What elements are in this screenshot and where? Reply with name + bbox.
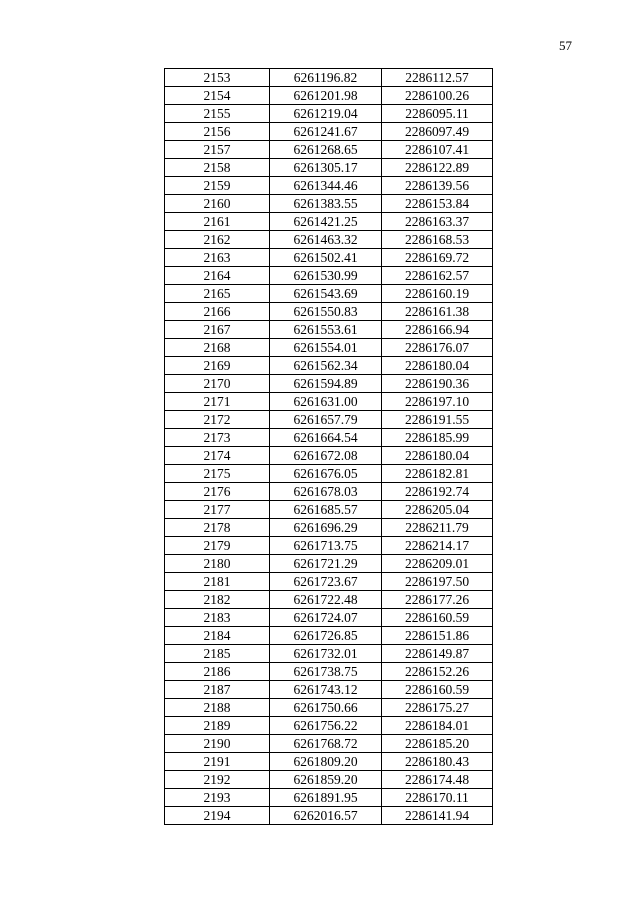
y-coordinate-cell: 2286122.89 <box>382 159 493 177</box>
x-coordinate-cell: 6261631.00 <box>270 393 382 411</box>
y-coordinate-cell: 2286174.48 <box>382 771 493 789</box>
table-row <box>165 249 493 267</box>
y-coordinate-cell: 2286112.57 <box>382 69 493 87</box>
x-coordinate-cell: 6261502.41 <box>270 249 382 267</box>
y-coordinate-cell: 2286185.20 <box>382 735 493 753</box>
point-number-cell: 2183 <box>165 609 270 627</box>
x-coordinate-cell: 6261550.83 <box>270 303 382 321</box>
x-coordinate-cell: 6261696.29 <box>270 519 382 537</box>
x-coordinate-cell: 6261756.22 <box>270 717 382 735</box>
table-row <box>165 501 493 519</box>
y-coordinate-cell: 2286107.41 <box>382 141 493 159</box>
x-coordinate-cell: 6261344.46 <box>270 177 382 195</box>
table-row <box>165 537 493 555</box>
y-coordinate-cell: 2286141.94 <box>382 807 493 825</box>
point-number-cell: 2158 <box>165 159 270 177</box>
point-number-cell: 2168 <box>165 339 270 357</box>
y-coordinate-cell: 2286209.01 <box>382 555 493 573</box>
table-row <box>165 519 493 537</box>
table-row <box>165 69 493 87</box>
point-number-cell: 2186 <box>165 663 270 681</box>
table-row <box>165 465 493 483</box>
point-number-cell: 2162 <box>165 231 270 249</box>
x-coordinate-cell: 6261724.07 <box>270 609 382 627</box>
table-row <box>165 267 493 285</box>
point-number-cell: 2189 <box>165 717 270 735</box>
table-row <box>165 681 493 699</box>
point-number-cell: 2155 <box>165 105 270 123</box>
y-coordinate-cell: 2286160.19 <box>382 285 493 303</box>
x-coordinate-cell: 6261383.55 <box>270 195 382 213</box>
point-number-cell: 2172 <box>165 411 270 429</box>
point-number-cell: 2184 <box>165 627 270 645</box>
x-coordinate-cell: 6261738.75 <box>270 663 382 681</box>
x-coordinate-cell: 6261809.20 <box>270 753 382 771</box>
coordinates-table <box>164 68 493 825</box>
x-coordinate-cell: 6261201.98 <box>270 87 382 105</box>
x-coordinate-cell: 6261743.12 <box>270 681 382 699</box>
y-coordinate-cell: 2286095.11 <box>382 105 493 123</box>
point-number-cell: 2176 <box>165 483 270 501</box>
table-row <box>165 753 493 771</box>
point-number-cell: 2179 <box>165 537 270 555</box>
y-coordinate-cell: 2286161.38 <box>382 303 493 321</box>
x-coordinate-cell: 6261657.79 <box>270 411 382 429</box>
x-coordinate-cell: 6261562.34 <box>270 357 382 375</box>
point-number-cell: 2185 <box>165 645 270 663</box>
table-row <box>165 645 493 663</box>
table-row <box>165 447 493 465</box>
point-number-cell: 2177 <box>165 501 270 519</box>
y-coordinate-cell: 2286168.53 <box>382 231 493 249</box>
y-coordinate-cell: 2286160.59 <box>382 681 493 699</box>
point-number-cell: 2164 <box>165 267 270 285</box>
table-row <box>165 321 493 339</box>
page-number: 57 <box>559 38 572 53</box>
x-coordinate-cell: 6261723.67 <box>270 573 382 591</box>
y-coordinate-cell: 2286170.11 <box>382 789 493 807</box>
y-coordinate-cell: 2286166.94 <box>382 321 493 339</box>
table-row <box>165 393 493 411</box>
table-row <box>165 591 493 609</box>
point-number-cell: 2173 <box>165 429 270 447</box>
point-number-cell: 2159 <box>165 177 270 195</box>
x-coordinate-cell: 6261553.61 <box>270 321 382 339</box>
table-row <box>165 429 493 447</box>
y-coordinate-cell: 2286175.27 <box>382 699 493 717</box>
y-coordinate-cell: 2286151.86 <box>382 627 493 645</box>
table-row <box>165 627 493 645</box>
y-coordinate-cell: 2286097.49 <box>382 123 493 141</box>
y-coordinate-cell: 2286214.17 <box>382 537 493 555</box>
y-coordinate-cell: 2286180.04 <box>382 357 493 375</box>
point-number-cell: 2153 <box>165 69 270 87</box>
table-row <box>165 375 493 393</box>
x-coordinate-cell: 6261732.01 <box>270 645 382 663</box>
table-row <box>165 123 493 141</box>
x-coordinate-cell: 6261672.08 <box>270 447 382 465</box>
table-row <box>165 213 493 231</box>
coordinates-table-body <box>165 69 493 825</box>
y-coordinate-cell: 2286180.43 <box>382 753 493 771</box>
point-number-cell: 2169 <box>165 357 270 375</box>
y-coordinate-cell: 2286180.04 <box>382 447 493 465</box>
table-row <box>165 483 493 501</box>
table-row <box>165 357 493 375</box>
table-row <box>165 807 493 825</box>
y-coordinate-cell: 2286152.26 <box>382 663 493 681</box>
y-coordinate-cell: 2286205.04 <box>382 501 493 519</box>
table-row <box>165 735 493 753</box>
table-row <box>165 573 493 591</box>
x-coordinate-cell: 6261219.04 <box>270 105 382 123</box>
table-row <box>165 555 493 573</box>
table-row <box>165 285 493 303</box>
x-coordinate-cell: 6261721.29 <box>270 555 382 573</box>
point-number-cell: 2171 <box>165 393 270 411</box>
y-coordinate-cell: 2286153.84 <box>382 195 493 213</box>
table-row <box>165 609 493 627</box>
table-row <box>165 195 493 213</box>
y-coordinate-cell: 2286192.74 <box>382 483 493 501</box>
point-number-cell: 2166 <box>165 303 270 321</box>
y-coordinate-cell: 2286162.57 <box>382 267 493 285</box>
x-coordinate-cell: 6261196.82 <box>270 69 382 87</box>
point-number-cell: 2194 <box>165 807 270 825</box>
point-number-cell: 2193 <box>165 789 270 807</box>
x-coordinate-cell: 6261421.25 <box>270 213 382 231</box>
x-coordinate-cell: 6261678.03 <box>270 483 382 501</box>
x-coordinate-cell: 6261722.48 <box>270 591 382 609</box>
x-coordinate-cell: 6262016.57 <box>270 807 382 825</box>
y-coordinate-cell: 2286191.55 <box>382 411 493 429</box>
y-coordinate-cell: 2286139.56 <box>382 177 493 195</box>
point-number-cell: 2187 <box>165 681 270 699</box>
x-coordinate-cell: 6261750.66 <box>270 699 382 717</box>
point-number-cell: 2163 <box>165 249 270 267</box>
y-coordinate-cell: 2286177.26 <box>382 591 493 609</box>
point-number-cell: 2175 <box>165 465 270 483</box>
point-number-cell: 2178 <box>165 519 270 537</box>
y-coordinate-cell: 2286182.81 <box>382 465 493 483</box>
x-coordinate-cell: 6261726.85 <box>270 627 382 645</box>
x-coordinate-cell: 6261268.65 <box>270 141 382 159</box>
point-number-cell: 2188 <box>165 699 270 717</box>
point-number-cell: 2181 <box>165 573 270 591</box>
y-coordinate-cell: 2286197.50 <box>382 573 493 591</box>
table-row <box>165 411 493 429</box>
point-number-cell: 2191 <box>165 753 270 771</box>
table-row <box>165 339 493 357</box>
table-row <box>165 303 493 321</box>
y-coordinate-cell: 2286211.79 <box>382 519 493 537</box>
table-row <box>165 663 493 681</box>
x-coordinate-cell: 6261713.75 <box>270 537 382 555</box>
table-row <box>165 177 493 195</box>
point-number-cell: 2192 <box>165 771 270 789</box>
table-row <box>165 87 493 105</box>
point-number-cell: 2190 <box>165 735 270 753</box>
x-coordinate-cell: 6261664.54 <box>270 429 382 447</box>
y-coordinate-cell: 2286185.99 <box>382 429 493 447</box>
point-number-cell: 2157 <box>165 141 270 159</box>
y-coordinate-cell: 2286184.01 <box>382 717 493 735</box>
table-row <box>165 771 493 789</box>
point-number-cell: 2174 <box>165 447 270 465</box>
y-coordinate-cell: 2286149.87 <box>382 645 493 663</box>
x-coordinate-cell: 6261305.17 <box>270 159 382 177</box>
point-number-cell: 2154 <box>165 87 270 105</box>
x-coordinate-cell: 6261768.72 <box>270 735 382 753</box>
x-coordinate-cell: 6261463.32 <box>270 231 382 249</box>
point-number-cell: 2170 <box>165 375 270 393</box>
y-coordinate-cell: 2286160.59 <box>382 609 493 627</box>
point-number-cell: 2167 <box>165 321 270 339</box>
y-coordinate-cell: 2286197.10 <box>382 393 493 411</box>
x-coordinate-cell: 6261530.99 <box>270 267 382 285</box>
x-coordinate-cell: 6261241.67 <box>270 123 382 141</box>
table-row <box>165 159 493 177</box>
table-row <box>165 717 493 735</box>
table-row <box>165 141 493 159</box>
table-row <box>165 699 493 717</box>
y-coordinate-cell: 2286163.37 <box>382 213 493 231</box>
point-number-cell: 2180 <box>165 555 270 573</box>
table-row <box>165 231 493 249</box>
point-number-cell: 2161 <box>165 213 270 231</box>
y-coordinate-cell: 2286169.72 <box>382 249 493 267</box>
y-coordinate-cell: 2286190.36 <box>382 375 493 393</box>
table-row <box>165 789 493 807</box>
x-coordinate-cell: 6261594.89 <box>270 375 382 393</box>
x-coordinate-cell: 6261554.01 <box>270 339 382 357</box>
point-number-cell: 2182 <box>165 591 270 609</box>
x-coordinate-cell: 6261859.20 <box>270 771 382 789</box>
x-coordinate-cell: 6261685.57 <box>270 501 382 519</box>
y-coordinate-cell: 2286176.07 <box>382 339 493 357</box>
y-coordinate-cell: 2286100.26 <box>382 87 493 105</box>
x-coordinate-cell: 6261543.69 <box>270 285 382 303</box>
x-coordinate-cell: 6261676.05 <box>270 465 382 483</box>
table-row <box>165 105 493 123</box>
x-coordinate-cell: 6261891.95 <box>270 789 382 807</box>
point-number-cell: 2156 <box>165 123 270 141</box>
point-number-cell: 2160 <box>165 195 270 213</box>
point-number-cell: 2165 <box>165 285 270 303</box>
